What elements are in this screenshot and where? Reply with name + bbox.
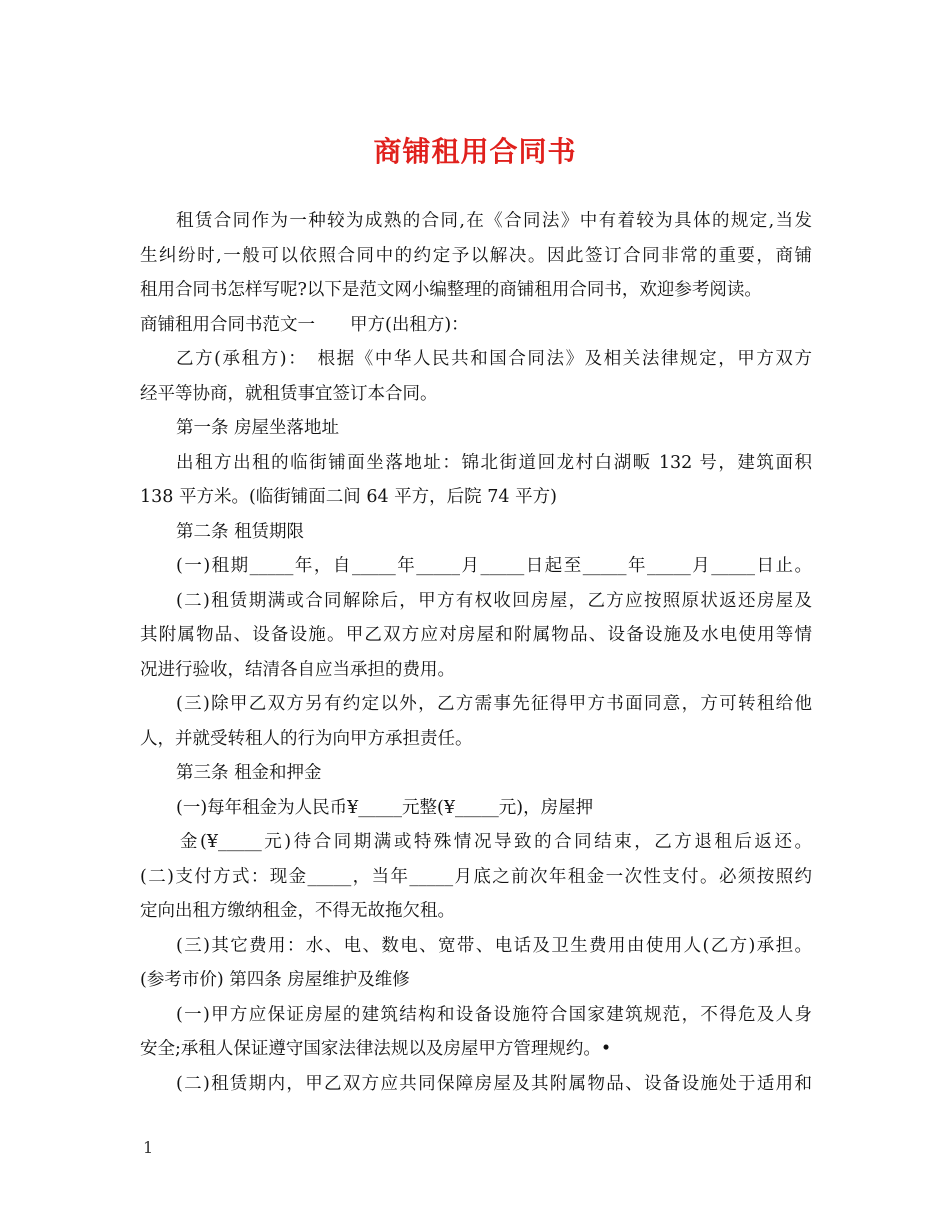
paragraph-line: 安全;承租人保证遵守国家法律法规以及房屋甲方管理规约。•	[140, 1039, 612, 1059]
paragraph-line: 其附属物品、设备设施。甲乙双方应对房屋和附属物品、设备设施及水电使用等情	[140, 625, 812, 645]
paragraph-line: (一)甲方应保证房屋的建筑结构和设备设施符合国家建筑规范，不得危及人身	[176, 1004, 812, 1025]
paragraph-line: (一)租期_____年，自_____年_____月_____日起至_____年_____月_____日止。	[176, 556, 812, 576]
paragraph-line: 租用合同书怎样写呢?以下是范文网小编整理的商铺租用合同书，欢迎参考阅读。	[140, 280, 762, 300]
paragraph-line: 乙方(承租方)： 根据《中华人民共和国合同法》及相关法律规定，甲方双方	[176, 349, 812, 369]
paragraph-line: 出租方出租的临街铺面坐落地址：锦北街道回龙村白湖畈 132 号，建筑面积	[176, 452, 812, 473]
paragraph-line: (二)支付方式：现金_____，当年_____月底之前次年租金一次性支付。必须按照约	[140, 866, 812, 887]
paragraph-line: 138 平方米。(临街铺面二间 64 平方，后院 74 平方)	[140, 487, 557, 507]
paragraph-line: (二)租赁期内，甲乙双方应共同保障房屋及其附属物品、设备设施处于适用和	[176, 1073, 812, 1094]
document-body	[140, 204, 812, 1101]
paragraph-line: 况进行验收，结清各自应当承担的费用。	[140, 659, 455, 680]
paragraph-line: 经平等协商，就租赁事宜签订本合同。	[140, 383, 438, 404]
paragraph-line: 生纠纷时,一般可以依照合同中的约定予以解决。因此签订合同非常的重要，商铺	[140, 245, 812, 266]
paragraph-line: 商铺租用合同书范文一 甲方(出租方)：	[140, 314, 469, 335]
paragraph-line: 金(¥_____元)待合同期满或特殊情况导致的合同结束，乙方退租后返还。	[180, 832, 812, 852]
section-heading: 第二条 租赁期限	[176, 521, 305, 542]
paragraph-line: 定向出租方缴纳租金，不得无故拖欠租。	[140, 901, 455, 921]
paragraph-line: (三)其它费用：水、电、数电、宽带、电话及卫生费用由使用人(乙方)承担。	[176, 935, 812, 956]
paragraph-line: (一)每年租金为人民币¥_____元整(¥_____元)，房屋押	[176, 797, 594, 818]
section-heading: 第一条 房屋坐落地址	[176, 418, 340, 438]
document-title: 商铺租用合同书	[373, 135, 577, 168]
paragraph-line: 租赁合同作为一种较为成熟的合同,在《合同法》中有着较为具体的规定,当发	[176, 211, 812, 231]
paragraph-line: (二)租赁期满或合同解除后，甲方有权收回房屋，乙方应按照原状返还房屋及	[176, 590, 812, 611]
paragraph-line: 人，并就受转租人的行为向甲方承担责任。	[140, 728, 473, 749]
page-number: 1	[143, 1138, 154, 1157]
paragraph-line: (三)除甲乙双方另有约定以外，乙方需事先征得甲方书面同意，方可转租给他	[176, 694, 812, 714]
paragraph-line: (参考市价) 第四条 房屋维护及维修	[140, 970, 410, 990]
section-heading: 第三条 租金和押金	[176, 763, 322, 783]
